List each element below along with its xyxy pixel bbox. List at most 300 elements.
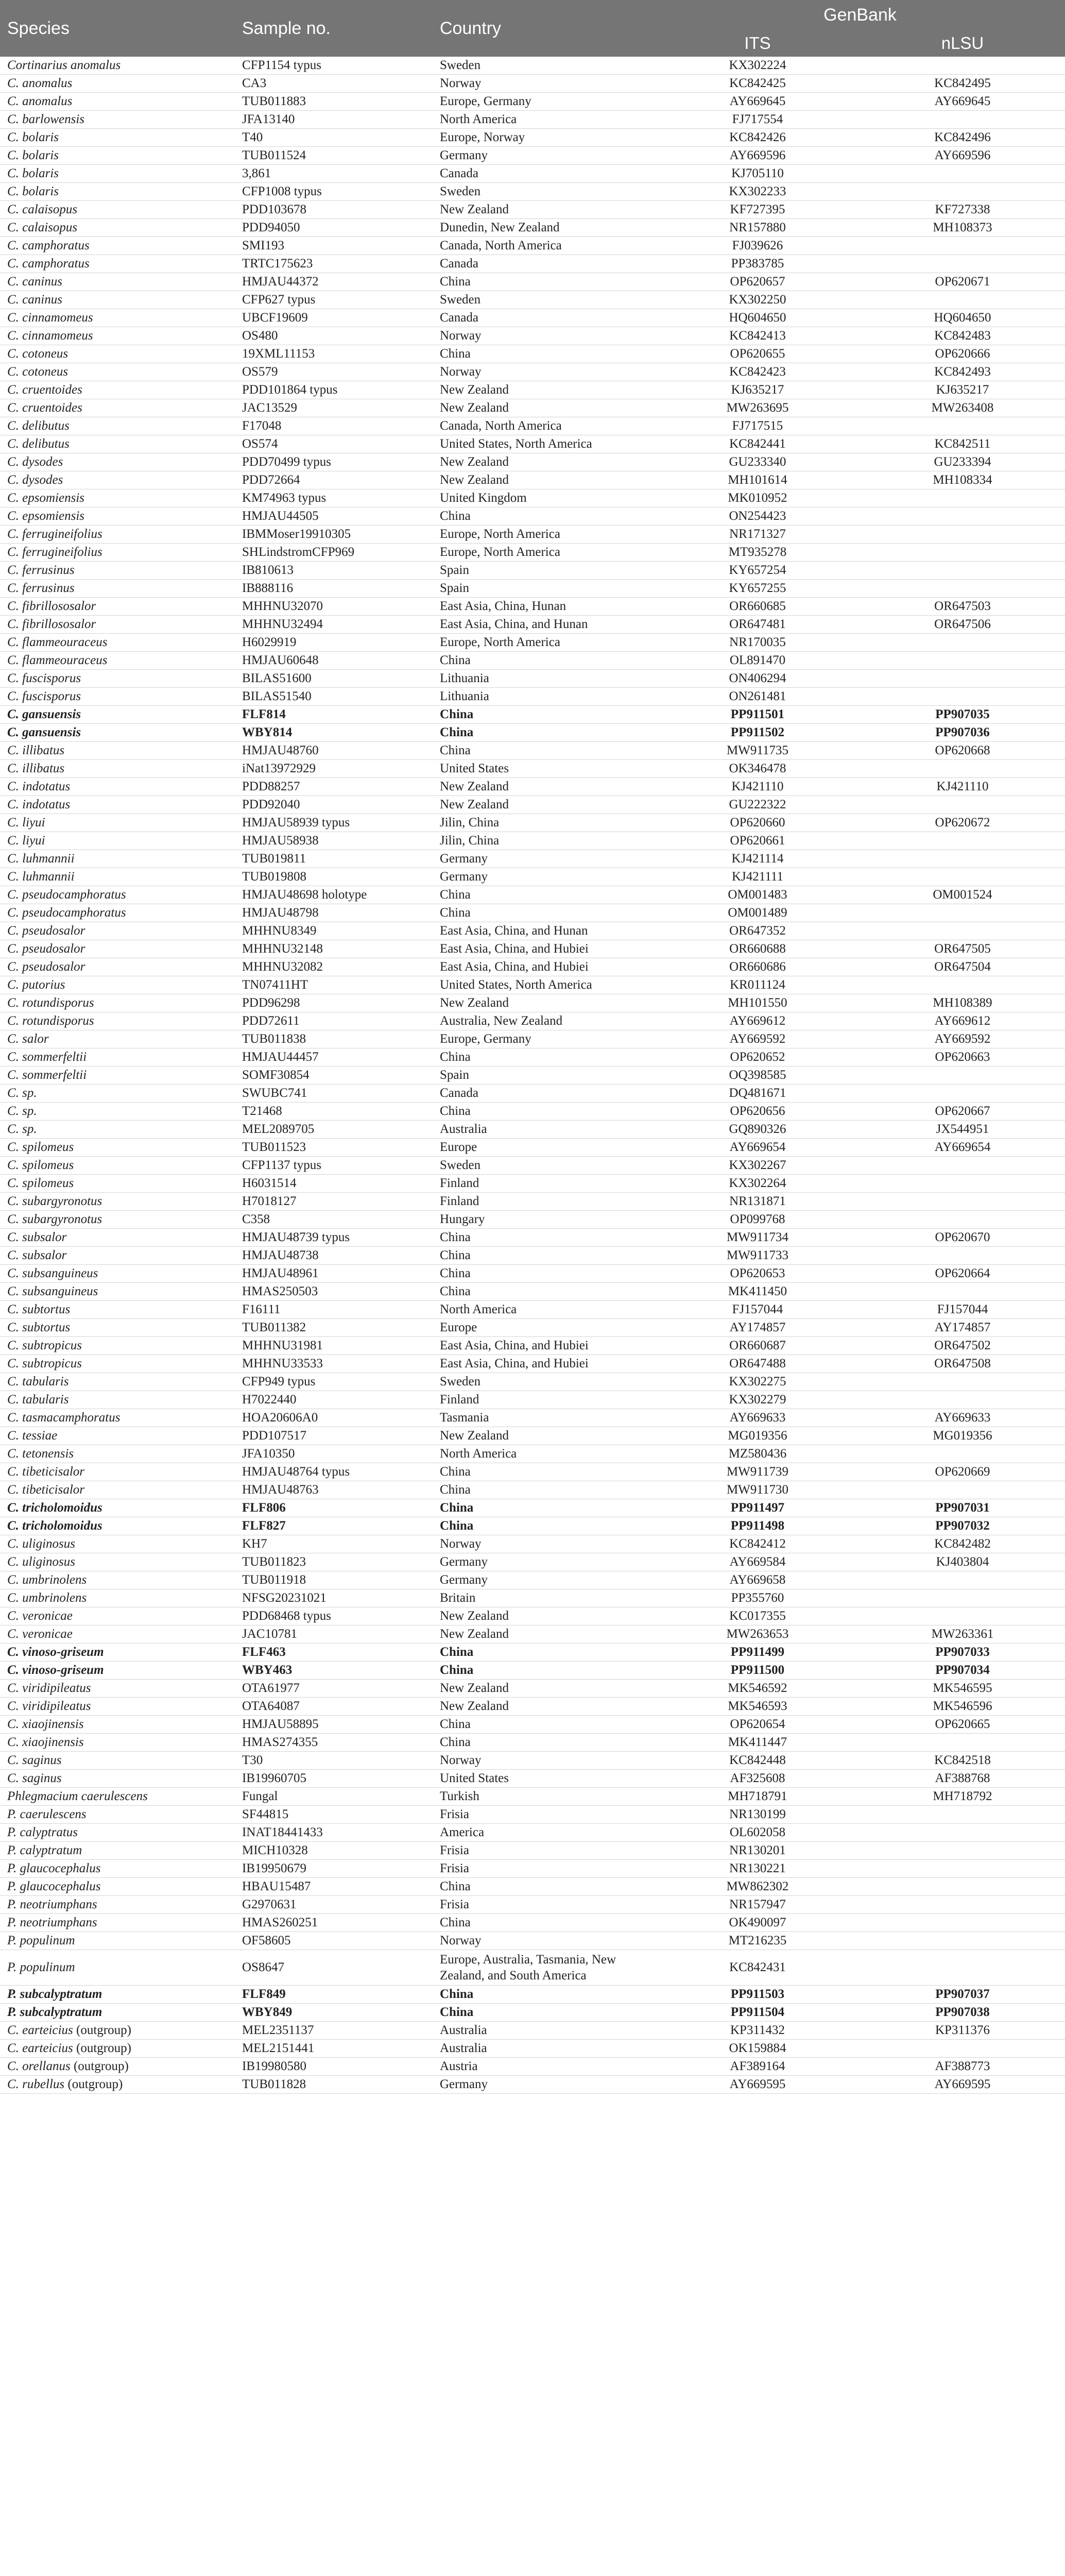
table-row [0, 1806, 1065, 1824]
nlsu-cell: MK546596 [860, 1698, 1065, 1716]
nlsu-cell: PP907038 [860, 2004, 1065, 2022]
species-cell [0, 742, 235, 760]
its-cell: PP911503 [655, 1986, 860, 2004]
nlsu-cell [860, 1932, 1065, 1950]
table-row [0, 1517, 1065, 1535]
table-row [0, 562, 1065, 580]
nlsu-cell [860, 1607, 1065, 1625]
country-cell: Germany [433, 1553, 655, 1571]
country-cell: East Asia, China, and Hubiei [433, 1355, 655, 1373]
species-name: P. populinum [7, 1960, 75, 1974]
nlsu-cell: OP620672 [860, 814, 1065, 832]
nlsu-cell: OP620664 [860, 1265, 1065, 1283]
species-name: C. tasmacamphoratus [7, 1411, 121, 1425]
table-row [0, 291, 1065, 309]
nlsu-cell [860, 1445, 1065, 1463]
nlsu-cell: AF388768 [860, 1770, 1065, 1788]
its-cell: PP911499 [655, 1643, 860, 1662]
species-name: C. anomalus [7, 94, 73, 108]
table-row [0, 1391, 1065, 1409]
header-sample-no: Sample no. [235, 0, 433, 57]
country-cell: Germany [433, 868, 655, 886]
table-row [0, 1121, 1065, 1139]
nlsu-cell: PP907036 [860, 724, 1065, 742]
sample-cell: TUB011823 [235, 1553, 433, 1571]
its-cell: OQ398585 [655, 1066, 860, 1084]
its-cell: KX302267 [655, 1157, 860, 1175]
sample-cell: CFP949 typus [235, 1373, 433, 1391]
nlsu-cell [860, 562, 1065, 580]
country-cell: Hungary [433, 1211, 655, 1229]
country-cell: Jilin, China [433, 832, 655, 850]
sample-cell: PDD107517 [235, 1427, 433, 1445]
sample-cell: KM74963 typus [235, 489, 433, 507]
its-cell: GU222322 [655, 796, 860, 814]
its-cell: KJ421110 [655, 778, 860, 796]
country-cell: Australia [433, 1121, 655, 1139]
sample-cell: 19XML11153 [235, 345, 433, 363]
nlsu-cell: OP620667 [860, 1103, 1065, 1121]
table-row [0, 183, 1065, 201]
sample-cell: MHHNU33533 [235, 1355, 433, 1373]
country-cell: China [433, 1734, 655, 1752]
table-row [0, 1229, 1065, 1247]
table-row [0, 255, 1065, 273]
sample-cell: PDD103678 [235, 201, 433, 219]
nlsu-cell [860, 1950, 1065, 1986]
species-cell [0, 2022, 235, 2040]
species-name: C. tabularis [7, 1393, 69, 1406]
country-cell: China [433, 1986, 655, 2004]
sample-cell: HMAS260251 [235, 1914, 433, 1932]
species-name: C. pseudocamphoratus [7, 906, 126, 920]
table-row [0, 1103, 1065, 1121]
sample-cell: H7018127 [235, 1193, 433, 1211]
its-cell: KC842448 [655, 1752, 860, 1770]
its-cell: AY669612 [655, 1012, 860, 1030]
species-name: C. subsanguineus [7, 1284, 98, 1298]
sample-cell: F17048 [235, 417, 433, 435]
its-cell: NR157947 [655, 1896, 860, 1914]
its-cell: KX302250 [655, 291, 860, 309]
sample-cell: 3,861 [235, 165, 433, 183]
its-cell: NR130199 [655, 1806, 860, 1824]
species-cell [0, 1211, 235, 1229]
species-cell [0, 1860, 235, 1878]
its-cell: PP911500 [655, 1662, 860, 1680]
table-row [0, 904, 1065, 922]
table-row [0, 201, 1065, 219]
its-cell: PP911497 [655, 1499, 860, 1517]
sample-cell: JFA10350 [235, 1445, 433, 1463]
species-name: C. earteicius [7, 2041, 73, 2055]
country-cell: China [433, 1463, 655, 1481]
sample-cell: SOMF30854 [235, 1066, 433, 1084]
country-cell: China [433, 507, 655, 526]
species-cell [0, 417, 235, 435]
country-cell: New Zealand [433, 201, 655, 219]
its-cell: KP311432 [655, 2022, 860, 2040]
nlsu-cell: PP907032 [860, 1517, 1065, 1535]
species-name: C. viridipileatus [7, 1699, 91, 1713]
sample-cell: TUB011828 [235, 2076, 433, 2094]
sample-cell: PDD68468 typus [235, 1607, 433, 1625]
nlsu-cell: AY669654 [860, 1139, 1065, 1157]
sample-cell: TUB011523 [235, 1139, 433, 1157]
species-cell [0, 1012, 235, 1030]
its-cell: OM001489 [655, 904, 860, 922]
sample-cell: TUB011838 [235, 1030, 433, 1048]
its-cell: OL602058 [655, 1824, 860, 1842]
country-cell: New Zealand [433, 1680, 655, 1698]
species-name: C. subargyronotus [7, 1212, 102, 1226]
country-cell: Europe, North America [433, 544, 655, 562]
table-row [0, 778, 1065, 796]
nlsu-cell: AF388773 [860, 2058, 1065, 2076]
country-cell: Finland [433, 1391, 655, 1409]
species-cell [0, 1337, 235, 1355]
sample-cell: TUB019808 [235, 868, 433, 886]
outgroup-note: (outgroup) [70, 2059, 129, 2073]
sample-cell: HMJAU48739 typus [235, 1229, 433, 1247]
country-cell: Canada, North America [433, 417, 655, 435]
country-cell: Frisia [433, 1896, 655, 1914]
species-cell [0, 1932, 235, 1950]
table-row [0, 1337, 1065, 1355]
nlsu-cell: JX544951 [860, 1121, 1065, 1139]
sample-cell: TUB019811 [235, 850, 433, 868]
species-cell [0, 832, 235, 850]
species-cell [0, 273, 235, 291]
sample-cell: JFA13140 [235, 111, 433, 129]
table-row [0, 1589, 1065, 1607]
species-name: C. veronicae [7, 1627, 73, 1641]
sample-cell: HMJAU60648 [235, 652, 433, 670]
country-cell: Sweden [433, 57, 655, 75]
species-name: C. luhmannii [7, 852, 75, 866]
species-name: C. fuscisporus [7, 689, 81, 703]
nlsu-cell: MH718792 [860, 1788, 1065, 1806]
nlsu-cell: MW263361 [860, 1625, 1065, 1643]
species-cell [0, 381, 235, 399]
sample-cell: FLF849 [235, 1986, 433, 2004]
nlsu-cell [860, 57, 1065, 75]
country-cell: United States, North America [433, 976, 655, 994]
table-header [0, 0, 1065, 57]
its-cell: KJ421111 [655, 868, 860, 886]
species-cell [0, 2058, 235, 2076]
species-cell [0, 1373, 235, 1391]
species-name: C. bolaris [7, 184, 59, 198]
sample-cell: IB888116 [235, 580, 433, 598]
nlsu-cell [860, 634, 1065, 652]
its-cell: OP620660 [655, 814, 860, 832]
table-row [0, 165, 1065, 183]
table-row [0, 1355, 1065, 1373]
species-name: C. sp. [7, 1086, 37, 1100]
species-name: C. spilomeus [7, 1158, 74, 1172]
species-cell [0, 363, 235, 381]
its-cell: MH101550 [655, 994, 860, 1012]
nlsu-cell [860, 1373, 1065, 1391]
nlsu-cell: AY669592 [860, 1030, 1065, 1048]
sample-cell: OTA64087 [235, 1698, 433, 1716]
its-cell: KX302279 [655, 1391, 860, 1409]
table-row [0, 1571, 1065, 1589]
nlsu-cell [860, 1589, 1065, 1607]
species-cell [0, 1301, 235, 1319]
sample-cell: H7022440 [235, 1391, 433, 1409]
table-row [0, 796, 1065, 814]
nlsu-cell [860, 688, 1065, 706]
nlsu-cell [860, 850, 1065, 868]
country-cell: China [433, 724, 655, 742]
species-name: C. rotundisporus [7, 1014, 94, 1028]
species-name: C. illibatus [7, 743, 65, 757]
table-row [0, 1283, 1065, 1301]
species-cell [0, 2004, 235, 2022]
sample-cell: MHHNU31981 [235, 1337, 433, 1355]
species-name: C. veronicae [7, 1609, 73, 1623]
its-cell: OP620652 [655, 1048, 860, 1066]
nlsu-cell: OR647506 [860, 616, 1065, 634]
table-row [0, 1048, 1065, 1066]
species-name: C. delibutus [7, 419, 70, 433]
nlsu-cell [860, 1860, 1065, 1878]
country-cell: China [433, 1048, 655, 1066]
species-name: C. tricholomoidus [7, 1519, 102, 1533]
species-cell [0, 75, 235, 93]
table-body [0, 57, 1065, 2094]
country-cell: Spain [433, 562, 655, 580]
table-row [0, 742, 1065, 760]
species-cell [0, 580, 235, 598]
species-cell [0, 1607, 235, 1625]
species-name: C. tibeticisalor [7, 1465, 84, 1479]
sample-cell: FLF806 [235, 1499, 433, 1517]
nlsu-cell [860, 1283, 1065, 1301]
country-cell: China [433, 273, 655, 291]
species-name: C. liyui [7, 816, 45, 829]
species-name: C. bolaris [7, 166, 59, 180]
species-cell [0, 147, 235, 165]
sample-cell: TRTC175623 [235, 255, 433, 273]
nlsu-cell: PP907033 [860, 1643, 1065, 1662]
country-cell: China [433, 2004, 655, 2022]
species-name: C. fibrillososalor [7, 617, 96, 631]
species-name: C. xiaojinensis [7, 1735, 84, 1749]
country-cell: East Asia, China, and Hunan [433, 922, 655, 940]
species-cell [0, 219, 235, 237]
sample-cell: MICH10328 [235, 1842, 433, 1860]
nlsu-cell [860, 165, 1065, 183]
species-cell [0, 904, 235, 922]
nlsu-cell [860, 1175, 1065, 1193]
its-cell: KR011124 [655, 976, 860, 994]
species-name: C. spilomeus [7, 1176, 74, 1190]
its-cell: OR647481 [655, 616, 860, 634]
nlsu-cell: MH108389 [860, 994, 1065, 1012]
species-cell [0, 1463, 235, 1481]
species-name: C. tessiae [7, 1429, 58, 1443]
country-cell: China [433, 1662, 655, 1680]
its-cell: KY657255 [655, 580, 860, 598]
nlsu-cell: PP907035 [860, 706, 1065, 724]
species-name: C. saginus [7, 1771, 62, 1785]
country-cell: Europe, North America [433, 526, 655, 544]
its-cell: NR171327 [655, 526, 860, 544]
species-cell [0, 2076, 235, 2094]
country-cell: North America [433, 1301, 655, 1319]
species-name: C. putorius [7, 978, 65, 992]
its-cell: OK159884 [655, 2040, 860, 2058]
nlsu-cell: KJ635217 [860, 381, 1065, 399]
species-name: P. glaucocephalus [7, 1861, 101, 1875]
country-cell: China [433, 1878, 655, 1896]
species-cell [0, 1662, 235, 1680]
country-cell: Australia [433, 2022, 655, 2040]
its-cell: OP620654 [655, 1716, 860, 1734]
sample-cell: T30 [235, 1752, 433, 1770]
its-cell: MK411450 [655, 1283, 860, 1301]
table-row [0, 1157, 1065, 1175]
sample-cell: CFP1137 typus [235, 1157, 433, 1175]
nlsu-cell [860, 507, 1065, 526]
table-row [0, 832, 1065, 850]
its-cell: KC842431 [655, 1950, 860, 1986]
sample-cell: MHHNU32494 [235, 616, 433, 634]
species-name: P. glaucocephalus [7, 1879, 101, 1893]
country-cell: New Zealand [433, 453, 655, 471]
sample-cell: MEL2089705 [235, 1121, 433, 1139]
country-cell: East Asia, China, Hunan [433, 598, 655, 616]
sample-cell: CFP627 typus [235, 291, 433, 309]
species-name: C. anomalus [7, 76, 73, 90]
sample-cell: TN07411HT [235, 976, 433, 994]
species-cell [0, 634, 235, 652]
its-cell: AY669654 [655, 1139, 860, 1157]
table-row [0, 760, 1065, 778]
country-cell: Frisia [433, 1842, 655, 1860]
species-name: C. caninus [7, 275, 62, 289]
nlsu-cell [860, 1481, 1065, 1499]
its-cell: NR130201 [655, 1842, 860, 1860]
table-row [0, 309, 1065, 327]
table-row [0, 670, 1065, 688]
country-cell: Spain [433, 1066, 655, 1084]
country-cell: Canada [433, 1084, 655, 1103]
species-cell [0, 850, 235, 868]
country-cell: Frisia [433, 1806, 655, 1824]
nlsu-cell: OR647505 [860, 940, 1065, 958]
table-row [0, 1680, 1065, 1698]
its-cell: MW911730 [655, 1481, 860, 1499]
its-cell: ON406294 [655, 670, 860, 688]
its-cell: OL891470 [655, 652, 860, 670]
species-name: C. sp. [7, 1104, 37, 1118]
species-cell [0, 1680, 235, 1698]
sample-cell: H6031514 [235, 1175, 433, 1193]
its-cell: KY657254 [655, 562, 860, 580]
table-row [0, 363, 1065, 381]
sample-cell: HMJAU44372 [235, 273, 433, 291]
sample-cell: HBAU15487 [235, 1878, 433, 1896]
its-cell: OR660687 [655, 1337, 860, 1355]
table-row [0, 1860, 1065, 1878]
species-cell [0, 1066, 235, 1084]
species-name: C. ferrusinus [7, 581, 75, 595]
species-name: C. vinoso-griseum [7, 1645, 104, 1659]
species-name: C. umbrinolens [7, 1591, 87, 1605]
table-row [0, 1734, 1065, 1752]
sample-cell: JAC10781 [235, 1625, 433, 1643]
sample-cell: F16111 [235, 1301, 433, 1319]
its-cell: KX302264 [655, 1175, 860, 1193]
nlsu-cell: KC842518 [860, 1752, 1065, 1770]
its-cell: KJ421114 [655, 850, 860, 868]
country-cell: Europe, North America [433, 634, 655, 652]
species-cell [0, 1643, 235, 1662]
species-name: C. tetonensis [7, 1447, 74, 1461]
its-cell: MH718791 [655, 1788, 860, 1806]
country-cell: China [433, 742, 655, 760]
its-cell: OP620656 [655, 1103, 860, 1121]
country-cell: East Asia, China, and Hubiei [433, 958, 655, 976]
table-row [0, 1662, 1065, 1680]
species-cell [0, 814, 235, 832]
species-cell [0, 291, 235, 309]
table-row [0, 1211, 1065, 1229]
its-cell: GQ890326 [655, 1121, 860, 1139]
species-name: C. subtropicus [7, 1338, 82, 1352]
its-cell: AY669592 [655, 1030, 860, 1048]
its-cell: KX302224 [655, 57, 860, 75]
species-cell [0, 201, 235, 219]
table-row [0, 940, 1065, 958]
its-cell: NR170035 [655, 634, 860, 652]
nlsu-cell: OP620671 [860, 273, 1065, 291]
nlsu-cell: HQ604650 [860, 309, 1065, 327]
table-row [0, 327, 1065, 345]
species-name: C. umbrinolens [7, 1573, 87, 1587]
country-cell: Canada [433, 309, 655, 327]
species-cell [0, 778, 235, 796]
nlsu-cell [860, 1734, 1065, 1752]
nlsu-cell: PP907031 [860, 1499, 1065, 1517]
nlsu-cell: MK546595 [860, 1680, 1065, 1698]
table-row [0, 1716, 1065, 1734]
nlsu-cell [860, 1806, 1065, 1824]
nlsu-cell [860, 1914, 1065, 1932]
outgroup-note: (outgroup) [64, 2077, 123, 2091]
country-cell: Sweden [433, 183, 655, 201]
species-name: C. bolaris [7, 130, 59, 144]
its-cell: PP911502 [655, 724, 860, 742]
table-row [0, 1914, 1065, 1932]
sample-cell: HMJAU48763 [235, 1481, 433, 1499]
species-cell [0, 1499, 235, 1517]
country-cell: Norway [433, 1752, 655, 1770]
country-cell: Britain [433, 1589, 655, 1607]
table-row [0, 688, 1065, 706]
table-row [0, 1499, 1065, 1517]
table-row [0, 1175, 1065, 1193]
table-row [0, 345, 1065, 363]
nlsu-cell: OP620669 [860, 1463, 1065, 1481]
sample-cell: TUB011883 [235, 93, 433, 111]
country-cell: Europe, Norway [433, 129, 655, 147]
nlsu-cell [860, 1896, 1065, 1914]
